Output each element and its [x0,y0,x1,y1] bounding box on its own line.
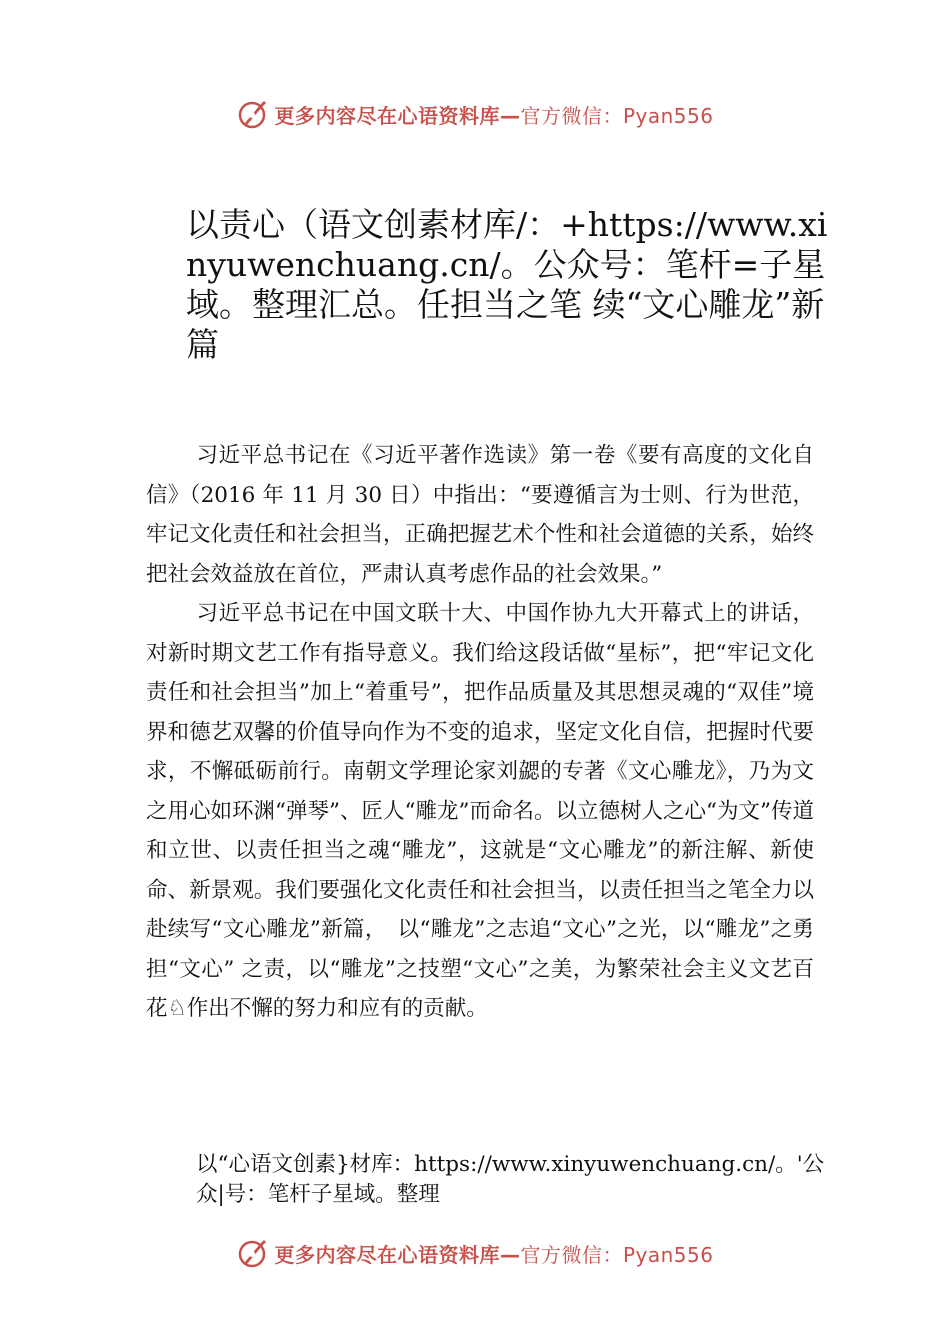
pen-nib-logo-icon [236,97,270,131]
tail-text: 以“心语文创素}材库：https://www.xinyuwenchuang.cn/。'公众|号：笔杆子星域。整理 [196,1152,825,1207]
paragraph-1: 习近平总书记在《习近平著作选读》第一卷《要有高度的文化自信》（2016 年 11 月 30 日）中指出：“要遵循言为士则、行为世范，牢记文化责任和社会担当，正确把握艺术个性和社会道德的关系，始终把社会效益放在首位，严肃认真考虑作品的社会效果。” [146,443,814,587]
header-banner [0,94,950,134]
paragraph-2: 习近平总书记在中国文联十大、中国作协九大开幕式上的讲话，对新时期文艺工作有指导意义。我们给这段话做“星标”，把“牢记文化责任和社会担当”加上“着重号”，把作品质量及其思想灵魂的“双佳”境界和德艺双馨的价值导向作为不变的追求，坚定文化自信，把握时代要求，不懈砥砺前行。南朝文学理论家刘勰的专著《文心雕龙》，乃为文之用心如环渊“弹琴”、匠人“雕龙”而命名。以立德树人之心“为文”传道和立世、以责任担当之魂“雕龙”，这就是“文心雕龙”的新注解、新使命、新景观。我们要强化文化责任和社会担当，以责任担当之笔全力以赴续写“文心雕龙”新篇， 以“雕龙”之志追“文心”之光，以“雕龙”之勇担“文心” 之责，以“雕龙”之技塑“文心”之美，为繁荣社会主义文艺百花♘作出不懈的努力和应有的贡献。 [146,601,814,1021]
document-title: 以责心（语文创素材库/：+https://www.xinyuwenchuang.cn/。公众号：笔杆=子星域。整理汇总。任担当之笔 续“文心雕龙”新篇 [186,205,828,364]
header-banner-text: 更多内容尽在心语资料库—官方微信：Pyan556 [274,103,714,128]
footer-banner [0,1233,950,1273]
pen-nib-logo-icon [236,1236,270,1270]
document-body [146,436,814,1029]
footer-banner-text: 更多内容尽在心语资料库—官方微信：Pyan556 [274,1242,714,1267]
